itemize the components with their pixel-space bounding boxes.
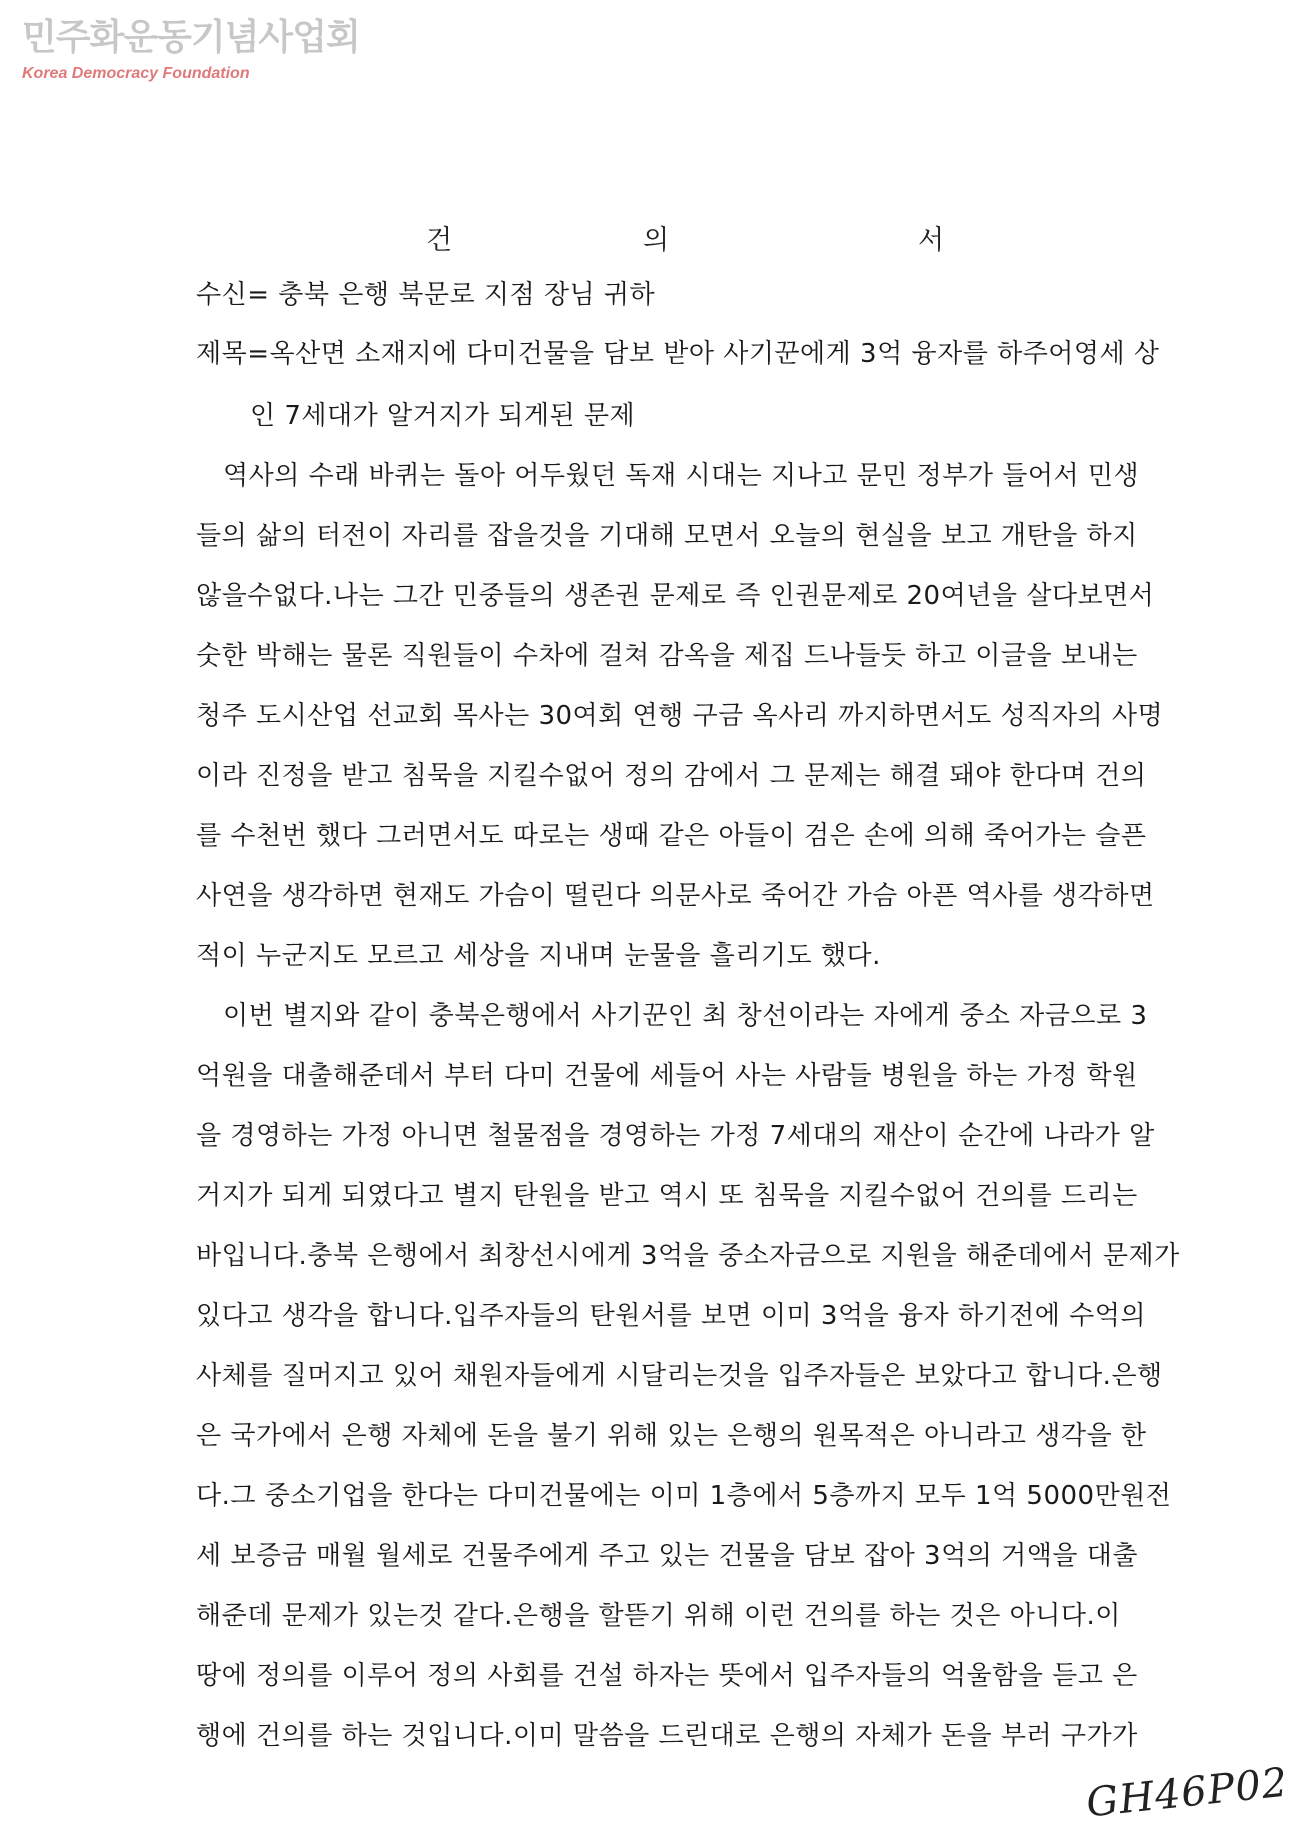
body-line: 사체를 질머지고 있어 채원자들에게 시달리는것을 입주자들은 보았다고 합니다.은행 [196, 1361, 1163, 1391]
body-line: 이번 별지와 같이 충북은행에서 사기꾼인 최 창선이라는 자에게 중소 자금으로 3 [223, 1001, 1148, 1031]
watermark-english: Korea Democracy Foundation [22, 65, 250, 82]
body-line: 거지가 되게 되였다고 별지 탄원을 받고 역시 또 침묵을 지킬수없어 건의를 드리는 [196, 1181, 1138, 1211]
watermark-korean: 민주화운동기념사업회 [22, 17, 360, 58]
title-char-2: 의 [643, 225, 670, 256]
body-line: 은 국가에서 은행 자체에 돈을 불기 위해 있는 은행의 원목적은 아니라고 생각을 한 [196, 1421, 1147, 1451]
recipient-line: 수신= 충북 은행 북문로 지점 장님 귀하 [196, 280, 656, 310]
body-line: 역사의 수래 바퀴는 돌아 어두웠던 독재 시대는 지나고 문민 정부가 들어서 민생 [223, 461, 1140, 491]
body-line: 땅에 정의를 이루어 정의 사회를 건설 하자는 뜻에서 입주자들의 억울함을 듣고 은 [196, 1661, 1138, 1691]
body-line: 세 보증금 매월 월세로 건물주에게 주고 있는 건물을 담보 잡아 3억의 거액을 대출 [196, 1541, 1138, 1571]
body-line: 해준데 문제가 있는것 같다.은행을 할뜯기 위해 이런 건의를 하는 것은 아니다.이 [196, 1601, 1121, 1631]
body-line: 을 경영하는 가정 아니면 철물점을 경영하는 가정 7세대의 재산이 순간에 나라가 알 [196, 1121, 1155, 1151]
body-line: 억원을 대출해준데서 부터 다미 건물에 세들어 사는 사람들 병원을 하는 가정 학원 [196, 1061, 1138, 1091]
title-char-1: 건 [426, 225, 453, 256]
body-line: 사연을 생각하면 현재도 가슴이 떨린다 의문사로 죽어간 가슴 아픈 역사를 생각하면 [196, 881, 1155, 911]
body-line: 적이 누군지도 모르고 세상을 지내며 눈물을 흘리기도 했다. [196, 941, 881, 971]
subject-line-1: 제목=옥산면 소재지에 다미건물을 담보 받아 사기꾼에게 3억 융자를 하주어영세 상 [196, 339, 1160, 369]
body-line: 다.그 중소기업을 한다는 다미건물에는 이미 1층에서 5층까지 모두 1억 5000만원전 [196, 1481, 1172, 1511]
body-line: 않을수없다.나는 그간 민중들의 생존권 문제로 즉 인권문제로 20여년을 살다보면서 [196, 581, 1155, 611]
body-line: 있다고 생각을 합니다.입주자들의 탄원서를 보면 이미 3억을 융자 하기전에 수억의 [196, 1301, 1147, 1331]
document-id: GH46P02 [1084, 1759, 1291, 1827]
body-line: 이라 진정을 받고 침묵을 지킬수없어 정의 감에서 그 문제는 해결 돼야 한다며 건의 [196, 761, 1147, 791]
body-line: 행에 건의를 하는 것입니다.이미 말씀을 드린대로 은행의 자체가 돈을 부러 구가가 [196, 1721, 1138, 1751]
body-line: 청주 도시산업 선교회 목사는 30여회 연행 구금 옥사리 까지하면서도 성직자의 사명 [196, 701, 1164, 731]
body-line: 들의 삶의 터전이 자리를 잡을것을 기대해 모면서 오늘의 현실을 보고 개탄을 하지 [196, 521, 1138, 551]
body-line: 를 수천번 했다 그러면서도 따로는 생때 같은 아들이 검은 손에 의해 죽어가는 슬픈 [196, 821, 1147, 851]
subject-line-2: 인 7세대가 알거지가 되게된 문제 [250, 401, 636, 431]
body-line: 바입니다.충북 은행에서 최창선시에게 3억을 중소자금으로 지원을 해준데에서 문제가 [196, 1241, 1180, 1271]
document-title [0, 218, 1304, 258]
watermark-logo [22, 17, 360, 82]
title-char-3: 서 [918, 225, 945, 256]
body-line: 숫한 박해는 물론 직원들이 수차에 걸쳐 감옥을 제집 드나들듯 하고 이글을 보내는 [196, 641, 1138, 671]
